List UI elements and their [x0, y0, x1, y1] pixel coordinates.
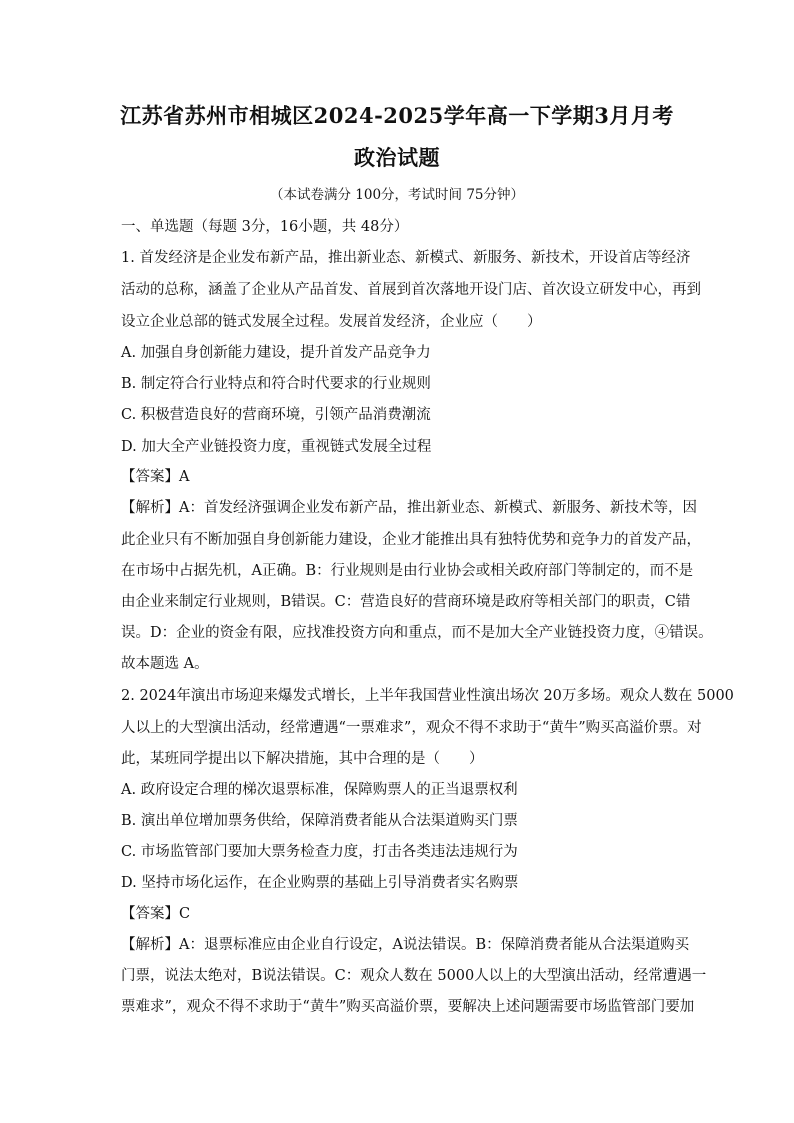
q1-answer: 【答案】A	[121, 469, 190, 485]
q1-analysis-line: 此企业只有不断加强自身创新能力建设，企业才能推出具有独特优势和竞争力的首发产品，	[121, 532, 701, 548]
q1-stem-line: 设立企业总部的链式发展全过程。发展首发经济，企业应（ ）	[121, 314, 542, 330]
exam-info: （本试卷满分 100分，考试时间 75分钟）	[269, 187, 525, 203]
q2-option-a: A. 政府设定合理的梯次退票标准，保障购票人的正当退票权利	[121, 782, 518, 798]
q1-stem-line: 活动的总称，涵盖了企业从产品首发、首展到首次落地开设门店、首次设立研发中心，再到	[121, 282, 701, 298]
q2-analysis-line: 门票，说法太绝对，B说法错误。C：观众人数在 5000人以上的大型演出活动，经常遭遇一	[121, 968, 707, 984]
q1-analysis-line: 【解析】A：首发经济强调企业发布新产品，推出新业态、新模式、新服务、新技术等，因	[121, 500, 697, 516]
q2-option-d: D. 坚持市场化运作，在企业购票的基础上引导消费者实名购票	[121, 875, 519, 891]
section-heading: 一、单选题（每题 3分，16小题，共 48分）	[121, 219, 409, 235]
q2-stem-line: 2. 2024年演出市场迎来爆发式增长，上半年我国营业性演出场次 20万多场。观众人数在 5000	[121, 688, 734, 704]
q2-analysis-line: 【解析】A：退票标准应由企业自行设定，A说法错误。B：保障消费者能从合法渠道购买	[121, 937, 690, 953]
q1-option-d: D. 加大全产业链投资力度，重视链式发展全过程	[121, 439, 432, 455]
q1-stem-line: 1. 首发经济是企业发布新产品，推出新业态、新模式、新服务、新技术，开设首店等经济	[121, 250, 691, 266]
q1-analysis-line: 故本题选 A。	[121, 656, 209, 672]
q1-option-b: B. 制定符合行业特点和符合时代要求的行业规则	[121, 376, 431, 392]
q1-option-a: A. 加强自身创新能力建设，提升首发产品竞争力	[121, 345, 431, 361]
q2-option-c: C. 市场监管部门要加大票务检查力度，打击各类违法违规行为	[121, 844, 518, 860]
q2-answer: 【答案】C	[121, 906, 191, 922]
q2-stem-line: 人以上的大型演出活动，经常遭遇“一票难求”，观众不得不求助于“黄牛”购买高溢价票。对	[121, 720, 702, 736]
q2-stem-line: 此，某班同学提出以下解决措施，其中合理的是（ ）	[121, 751, 484, 767]
q2-option-b: B. 演出单位增加票务供给，保障消费者能从合法渠道购买门票	[121, 813, 518, 829]
q1-analysis-line: 误。D：企业的资金有限，应找准投资方向和重点，而不是加大全产业链投资力度，④错误。	[121, 625, 713, 641]
q1-analysis-line: 在市场中占据先机，A正确。B：行业规则是由行业协会或相关政府部门等制定的，而不是	[121, 563, 694, 579]
title-line-1: 江苏省苏州市相城区2024-2025学年高一下学期3月月考	[120, 103, 674, 128]
q2-analysis-line: 票难求”，观众不得不求助于“黄牛”购买高溢价票，要解决上述问题需要市场监管部门要加	[121, 999, 695, 1015]
q1-option-c: C. 积极营造良好的营商环境，引领产品消费潮流	[121, 407, 431, 423]
title-line-2: 政治试题	[354, 145, 440, 170]
q1-analysis-line: 由企业来制定行业规则，B错误。C：营造良好的营商环境是政府等相关部门的职责，C错	[121, 594, 691, 610]
